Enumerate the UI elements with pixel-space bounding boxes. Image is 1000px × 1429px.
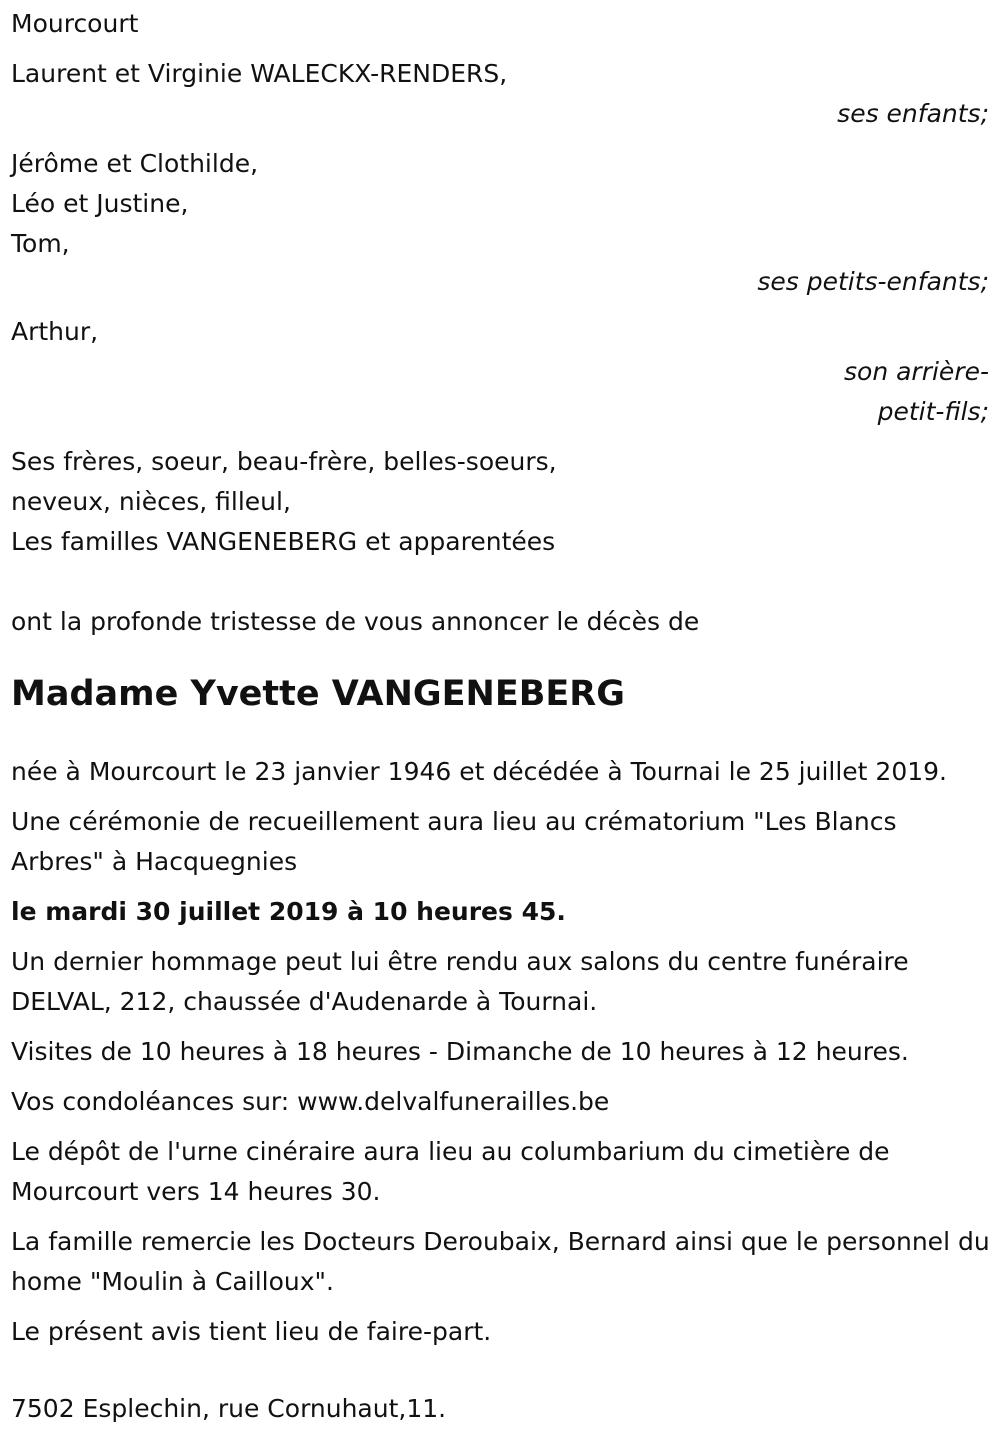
visits-text: Visites de 10 heures à 18 heures - Dimanche de 10 heures à 12 heures. (11, 1037, 909, 1066)
children-names: Laurent et Virginie WALECKX-RENDERS, (11, 59, 508, 88)
great-grandchild-role-line2: petit-fils; (877, 397, 989, 426)
ceremony-text: Une cérémonie de recueillement aura lieu au crématorium "Les Blancs Arbres" à Hacquegnies (11, 807, 897, 876)
ceremony-date: le mardi 30 juillet 2019 à 10 heures 45. (11, 897, 566, 926)
grandchild-names: Léo et Justine, (11, 189, 189, 218)
deceased-name: Madame Yvette VANGENEBERG (11, 674, 625, 714)
relatives-line: neveux, nièces, filleul, (11, 487, 291, 516)
grandchildren-role: ses petits-enfants; (757, 267, 989, 296)
children-role: ses enfants; (837, 99, 989, 128)
birth-death-text: née à Mourcourt le 23 janvier 1946 et décédée à Tournai le 25 juillet 2019. (11, 757, 947, 786)
grandchild-names: Tom, (11, 229, 70, 258)
great-grandchild-name: Arthur, (11, 317, 99, 346)
tribute-text: Un dernier hommage peut lui être rendu aux salons du centre funéraire DELVAL, 212, chaussée d'Audenarde à Tournai. (11, 947, 909, 1016)
address-text: 7502 Esplechin, rue Cornuhaut,11. (11, 1394, 447, 1423)
condolences-text: Vos condoléances sur: www.delvalfunerailles.be (11, 1087, 610, 1116)
great-grandchild-role-line1: son arrière- (844, 357, 989, 386)
urn-text: Le dépôt de l'urne cinéraire aura lieu au columbarium du cimetière de Mourcourt vers 14 heures 30. (11, 1137, 890, 1206)
thanks-text: La famille remercie les Docteurs Deroubaix, Bernard ainsi que le personnel du home "Moulin à Cailloux". (11, 1227, 990, 1296)
place-heading: Mourcourt (11, 9, 139, 38)
relatives-line: Les familles VANGENEBERG et apparentées (11, 527, 556, 556)
announcement-text: ont la profonde tristesse de vous annoncer le décès de (11, 607, 700, 636)
relatives-line: Ses frères, soeur, beau-frère, belles-soeurs, (11, 447, 557, 476)
grandchild-names: Jérôme et Clothilde, (11, 149, 259, 178)
notice-text: Le présent avis tient lieu de faire-part. (11, 1317, 492, 1346)
death-notice (11, 4, 991, 1429)
